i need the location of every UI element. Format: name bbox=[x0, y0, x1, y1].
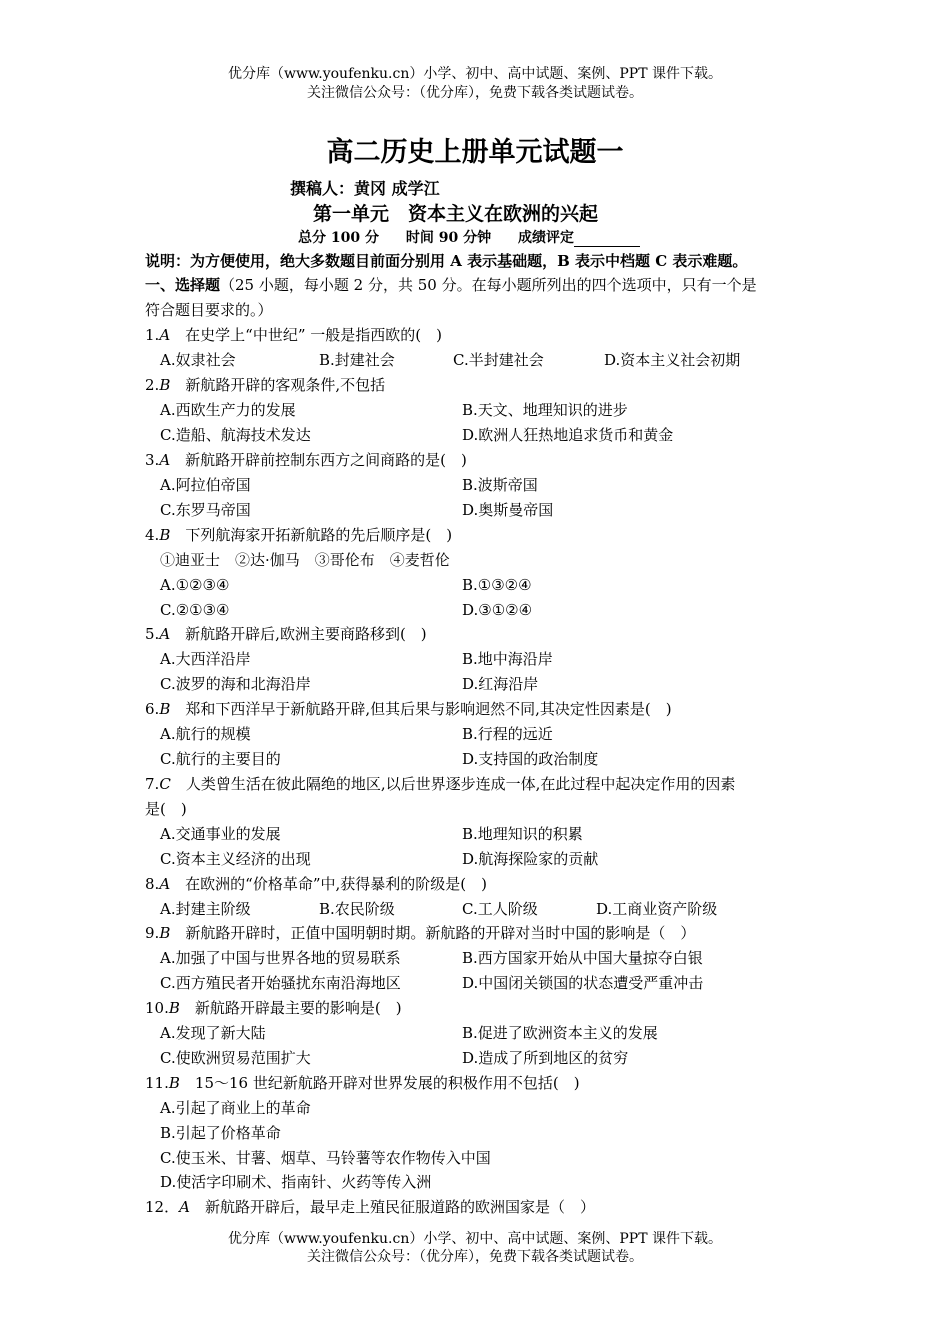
q-number: 11. bbox=[145, 1074, 169, 1092]
header-line-1: 优分库（www.youfenku.cn）小学、初中、高中试题、案例、PPT 课件下载。 bbox=[227, 66, 722, 82]
section-label: 一、选择题 bbox=[145, 276, 221, 294]
question-3 bbox=[145, 450, 467, 470]
q8-option-b[interactable]: B.农民阶级 bbox=[319, 900, 395, 918]
q3-option-c[interactable]: C.东罗马帝国 bbox=[160, 501, 251, 519]
q-level: B bbox=[159, 700, 171, 718]
q8-option-d[interactable]: D.工商业资产阶级 bbox=[596, 900, 718, 918]
q1-option-a[interactable]: A.奴隶社会 bbox=[160, 351, 236, 369]
q6-option-a[interactable]: A.航行的规模 bbox=[160, 725, 251, 743]
q2-option-a[interactable]: A.西欧生产力的发展 bbox=[160, 401, 296, 419]
q-number: 1. bbox=[145, 326, 160, 344]
q-level: A bbox=[159, 326, 171, 344]
question-2 bbox=[145, 375, 385, 395]
question-4 bbox=[145, 525, 452, 545]
question-7 bbox=[145, 774, 735, 794]
q9-option-c[interactable]: C.西方殖民者开始骚扰东南沿海地区 bbox=[160, 974, 401, 992]
q-stem: 15～16 世纪新航路开辟对世界发展的积极作用不包括( ) bbox=[194, 1074, 580, 1092]
section-heading bbox=[145, 275, 757, 295]
q11-option-d[interactable]: D.使活字印刷术、指南针、火药等传入洲 bbox=[160, 1173, 432, 1191]
grade-blank[interactable] bbox=[574, 231, 640, 247]
q-number: 7. bbox=[145, 775, 160, 793]
q3-option-b[interactable]: B.波斯帝国 bbox=[462, 476, 538, 494]
q11-option-b[interactable]: B.引起了价格革命 bbox=[160, 1124, 281, 1142]
question-8 bbox=[145, 874, 487, 894]
total-score: 总分 100 分 bbox=[298, 230, 379, 246]
q-stem: 新航路开辟后，最早走上殖民征服道路的欧洲国家是（ ） bbox=[204, 1198, 595, 1216]
time-limit: 时间 90 分钟 bbox=[405, 230, 492, 246]
author-line: 撰稿人：黄冈 成学江 bbox=[290, 179, 440, 198]
section-desc-1: （25 小题，每小题 2 分，共 50 分。在每小题所列出的四个选项中，只有一个是 bbox=[220, 276, 757, 294]
q-number: 8. bbox=[145, 875, 160, 893]
q-level: B bbox=[159, 376, 171, 394]
q-level: A bbox=[159, 625, 171, 643]
grade-label: 成绩评定 bbox=[517, 230, 574, 246]
q-level: B bbox=[159, 924, 171, 942]
page-title: 高二历史上册单元试题一 bbox=[326, 137, 624, 168]
q-number: 10. bbox=[145, 999, 169, 1017]
q8-option-a[interactable]: A.封建主阶级 bbox=[160, 900, 251, 918]
q-stem: 新航路开辟后,欧洲主要商路移到( ) bbox=[185, 625, 427, 643]
footer-line-2: 关注微信公众号：（优分库），免费下载各类试题试卷。 bbox=[307, 1249, 643, 1265]
q1-option-d[interactable]: D.资本主义社会初期 bbox=[604, 351, 741, 369]
q2-option-d[interactable]: D.欧洲人狂热地追求货币和黄金 bbox=[462, 426, 674, 444]
q-stem: 人类曾生活在彼此隔绝的地区,以后世界逐步连成一体,在此过程中起决定作用的因素 bbox=[185, 775, 736, 793]
q6-option-b[interactable]: B.行程的远近 bbox=[462, 725, 553, 743]
q4-option-c[interactable]: C.②①③④ bbox=[160, 601, 230, 619]
q-stem: 在史学上“中世纪” 一般是指西欧的( ) bbox=[185, 326, 442, 344]
q3-option-d[interactable]: D.奥斯曼帝国 bbox=[462, 501, 554, 519]
question-11 bbox=[145, 1073, 580, 1093]
q-stem: 在欧洲的“价格革命”中,获得暴利的阶级是( ) bbox=[185, 875, 487, 893]
footer-line-1: 优分库（www.youfenku.cn）小学、初中、高中试题、案例、PPT 课件下载。 bbox=[227, 1231, 722, 1247]
question-10 bbox=[145, 998, 402, 1018]
q10-option-a[interactable]: A.发现了新大陆 bbox=[160, 1024, 266, 1042]
section-desc-2: 符合题目要求的。） bbox=[145, 301, 273, 319]
q-level: B bbox=[159, 526, 171, 544]
q-stem: 新航路开辟最主要的影响是( ) bbox=[194, 999, 402, 1017]
q-number: 9. bbox=[145, 924, 160, 942]
q7-option-d[interactable]: D.航海探险家的贡献 bbox=[462, 850, 599, 868]
q-stem: 郑和下西洋早于新航路开辟,但其后果与影响迥然不同,其决定性因素是( ) bbox=[185, 700, 672, 718]
instructions-note: 说明：为方便使用，绝大多数题目前面分别用 A 表示基础题，B 表示中档题 C 表示难题。 bbox=[145, 252, 748, 270]
q-stem: 下列航海家开拓新航路的先后顺序是( ) bbox=[185, 526, 453, 544]
header-line-2: 关注微信公众号：（优分库），免费下载各类试题试卷。 bbox=[307, 85, 643, 101]
q-number: 6. bbox=[145, 700, 160, 718]
q-number: 4. bbox=[145, 526, 160, 544]
q3-option-a[interactable]: A.阿拉伯帝国 bbox=[160, 476, 251, 494]
q6-option-d[interactable]: D.支持国的政治制度 bbox=[462, 750, 599, 768]
q10-option-d[interactable]: D.造成了所到地区的贫穷 bbox=[462, 1049, 629, 1067]
q-number: 3. bbox=[145, 451, 160, 469]
score-time-line bbox=[298, 227, 662, 247]
q7-option-a[interactable]: A.交通事业的发展 bbox=[160, 825, 281, 843]
q4-option-a[interactable]: A.①②③④ bbox=[160, 576, 230, 594]
q-number: 5. bbox=[145, 625, 160, 643]
question-1 bbox=[145, 325, 442, 345]
q5-option-d[interactable]: D.红海沿岸 bbox=[462, 675, 539, 693]
question-9 bbox=[145, 923, 695, 943]
q5-option-b[interactable]: B.地中海沿岸 bbox=[462, 650, 553, 668]
q5-option-c[interactable]: C.波罗的海和北海沿岸 bbox=[160, 675, 311, 693]
q4-option-d[interactable]: D.③①②④ bbox=[462, 601, 533, 619]
question-5 bbox=[145, 624, 427, 644]
q5-option-a[interactable]: A.大西洋沿岸 bbox=[160, 650, 251, 668]
q-level: A bbox=[159, 875, 171, 893]
q10-option-c[interactable]: C.使欧洲贸易范围扩大 bbox=[160, 1049, 311, 1067]
question-6 bbox=[145, 699, 672, 719]
q7-option-b[interactable]: B.地理知识的积累 bbox=[462, 825, 583, 843]
q-level: A bbox=[159, 451, 171, 469]
q-stem: 新航路开辟的客观条件,不包括 bbox=[185, 376, 386, 394]
q8-option-c[interactable]: C.工人阶级 bbox=[462, 900, 538, 918]
q-level: B bbox=[168, 1074, 180, 1092]
q9-option-a[interactable]: A.加强了中国与世界各地的贸易联系 bbox=[160, 949, 401, 967]
unit-title: 第一单元 资本主义在欧洲的兴起 bbox=[313, 203, 599, 225]
q9-option-d[interactable]: D.中国闭关锁国的状态遭受严重冲击 bbox=[462, 974, 704, 992]
q-level: C bbox=[159, 775, 171, 793]
q-level: B bbox=[168, 999, 180, 1017]
q2-option-c[interactable]: C.造船、航海技术发达 bbox=[160, 426, 311, 444]
q7-option-c[interactable]: C.资本主义经济的出现 bbox=[160, 850, 311, 868]
q11-option-c[interactable]: C.使玉米、甘薯、烟草、马铃薯等农作物传入中国 bbox=[160, 1149, 491, 1167]
q1-option-b[interactable]: B.封建社会 bbox=[319, 351, 395, 369]
q11-option-a[interactable]: A.引起了商业上的革命 bbox=[160, 1099, 311, 1117]
q-stem: 新航路开辟时，正值中国明朝时期。新航路的开辟对当时中国的影响是（ ） bbox=[185, 924, 696, 942]
question-12 bbox=[145, 1197, 595, 1217]
q6-option-c[interactable]: C.航行的主要目的 bbox=[160, 750, 281, 768]
q-level: A bbox=[179, 1198, 190, 1216]
q4-option-b[interactable]: B.①③②④ bbox=[462, 576, 532, 594]
q10-option-b[interactable]: B.促进了欧洲资本主义的发展 bbox=[462, 1024, 658, 1042]
q-number: 2. bbox=[145, 376, 160, 394]
q-stem: 新航路开辟前控制东西方之间商路的是( ) bbox=[185, 451, 467, 469]
q4-items: ①迪亚士 ②达·伽马 ③哥伦布 ④麦哲伦 bbox=[160, 551, 450, 569]
q9-option-b[interactable]: B.西方国家开始从中国大量掠夺白银 bbox=[462, 949, 703, 967]
q-number: 12． bbox=[145, 1198, 180, 1216]
q2-option-b[interactable]: B.天文、地理知识的进步 bbox=[462, 401, 628, 419]
q1-option-c[interactable]: C.半封建社会 bbox=[453, 351, 544, 369]
question-7-cont: 是( ) bbox=[145, 800, 187, 818]
